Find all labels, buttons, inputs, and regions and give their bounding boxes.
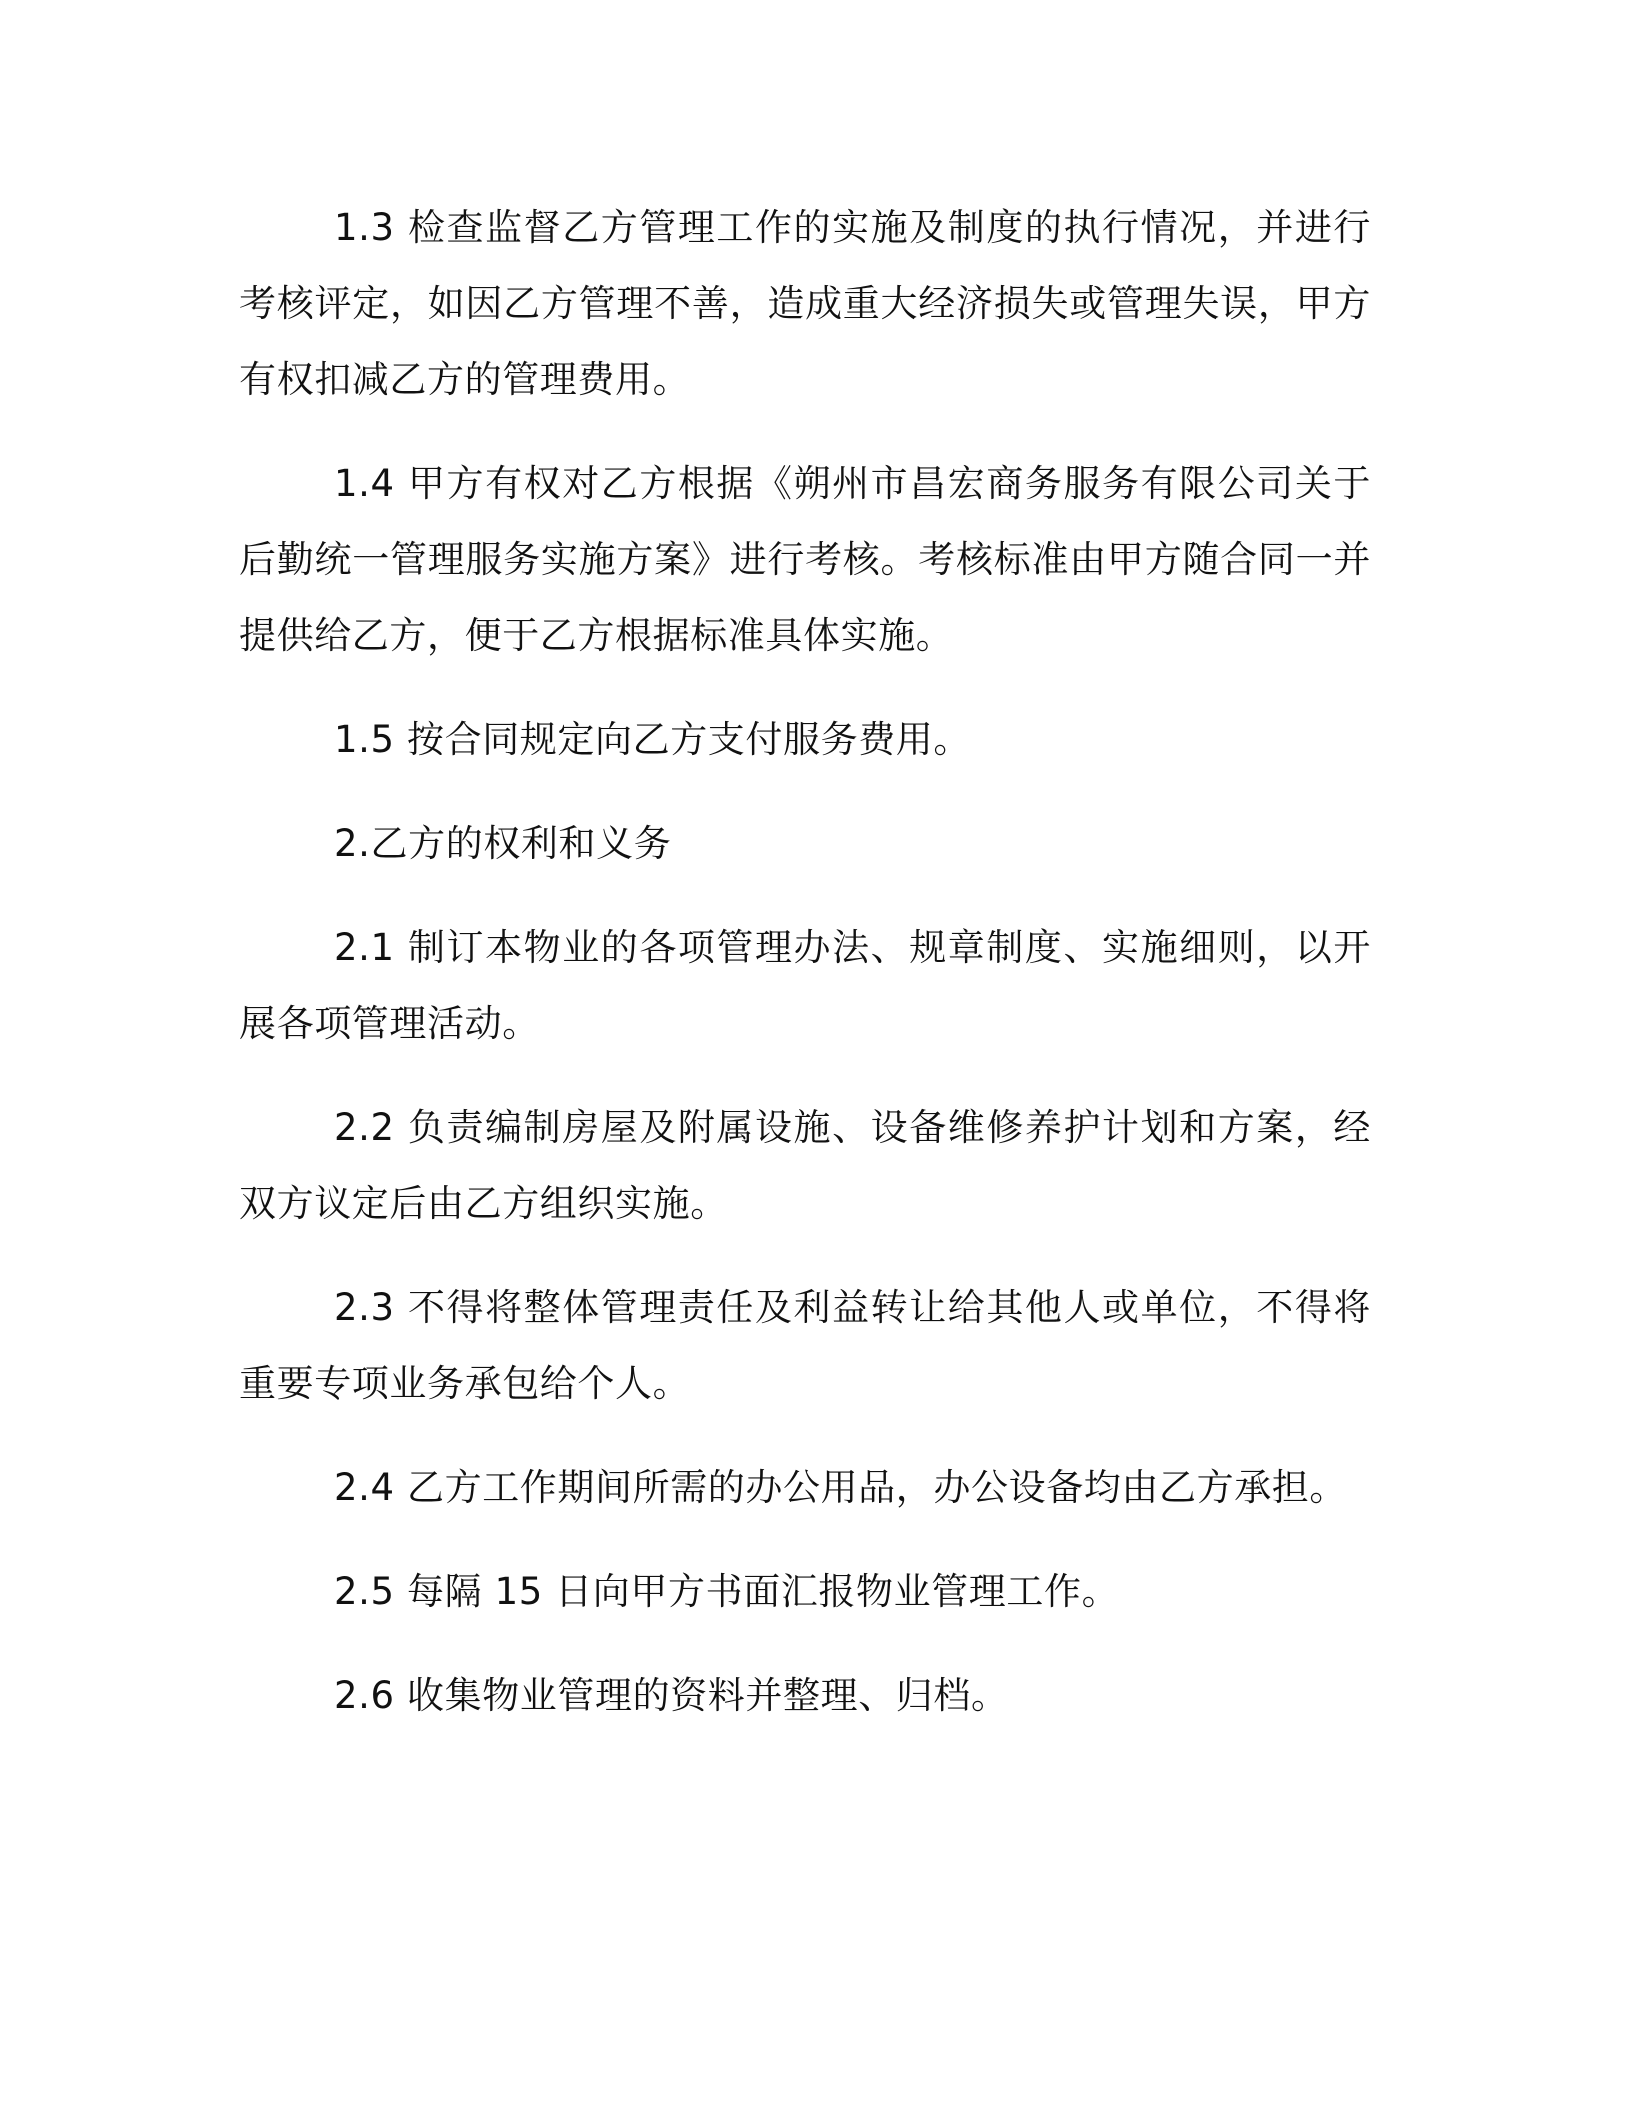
paragraph-2-3: 2.3 不得将整体管理责任及利益转让给其他人或单位，不得将重要专项业务承包给个人。 bbox=[239, 1286, 1371, 1405]
paragraph-1-3: 1.3 检查监督乙方管理工作的实施及制度的执行情况，并进行考核评定，如因乙方管理不善，造成重大经济损失或管理失误，甲方有权扣减乙方的管理费用。 bbox=[239, 206, 1371, 401]
paragraph-2-4: 2.4 乙方工作期间所需的办公用品，办公设备均由乙方承担。 bbox=[334, 1466, 1348, 1509]
paragraph-2-1: 2.1 制订本物业的各项管理办法、规章制度、实施细则，以开展各项管理活动。 bbox=[239, 926, 1371, 1045]
paragraph-1-4: 1.4 甲方有权对乙方根据《朔州市昌宏商务服务有限公司关于后勤统一管理服务实施方案》进行考核。考核标准由甲方随合同一并提供给乙方，便于乙方根据标准具体实施。 bbox=[239, 462, 1371, 657]
paragraph-1-5: 1.5 按合同规定向乙方支付服务费用。 bbox=[334, 718, 972, 761]
paragraph-2-6: 2.6 收集物业管理的资料并整理、归档。 bbox=[334, 1674, 1009, 1717]
paragraph-2-5: 2.5 每隔 15 日向甲方书面汇报物业管理工作。 bbox=[334, 1570, 1120, 1613]
paragraph-2-2: 2.2 负责编制房屋及附属设施、设备维修养护计划和方案，经双方议定后由乙方组织实施。 bbox=[239, 1106, 1371, 1225]
section-heading-2: 2.乙方的权利和义务 bbox=[334, 822, 672, 865]
document-body bbox=[239, 190, 1371, 1762]
